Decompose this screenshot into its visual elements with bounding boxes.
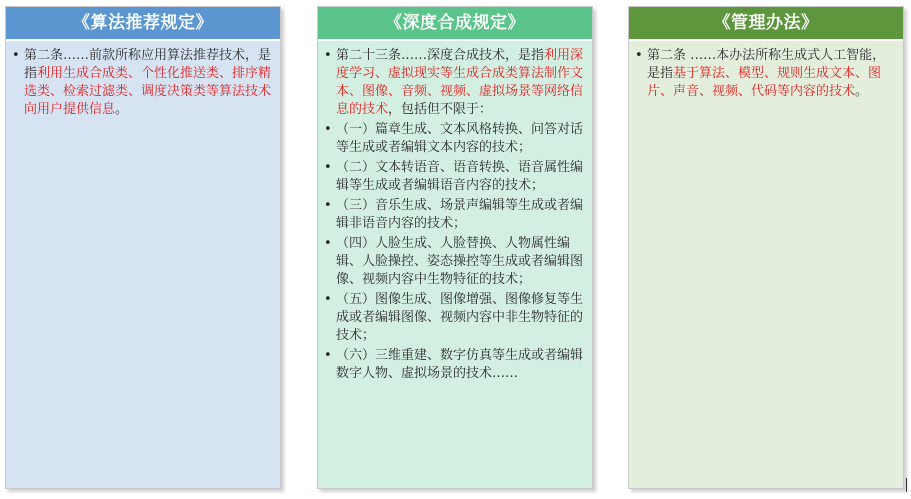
item-text: 第二条……前款所称应用算法推荐技术，是指 [24, 48, 272, 81]
list-item [324, 159, 586, 195]
list-item [324, 197, 586, 233]
item-text-end: 。 [855, 84, 869, 99]
list-item [324, 347, 586, 383]
item-text: （二）文本转语音、语音转换、语音属性编辑等生成或者编辑语音内容的技术； [336, 160, 584, 193]
column-title: 《管理办法》 [629, 7, 903, 39]
list-item [12, 47, 274, 119]
item-text: （四）人脸生成、人脸替换、人物属性编辑、人脸操控、姿态操控等生成或者编辑图像、视频内容中生物特征的技术； [336, 236, 584, 287]
highlight-text: 利用深度学习、虚拟现实等生成合成类算法制作文本、图像、音频、视频、虚拟场景等网络信息的技术 [336, 48, 584, 117]
item-text: （五）图像生成、图像增强、图像修复等生成或者编辑图像、视频内容中非生物特征的技术； [336, 292, 584, 343]
column-deep-synthesis [317, 6, 593, 489]
text-cursor [906, 478, 907, 492]
list-item [635, 47, 897, 101]
item-text: （六）三维重建、数字仿真等生成或者编辑数字人物、虚拟场景的技术…… [336, 348, 584, 381]
item-text: （三）音乐生成、场景声编辑等生成或者编辑非语音内容的技术； [336, 198, 584, 231]
item-list [635, 47, 897, 101]
item-text: （一）篇章生成、文本风格转换、问答对话等生成或者编辑文本内容的技术； [336, 122, 584, 155]
column-algorithm-recommendation [5, 6, 281, 489]
column-body [6, 41, 280, 488]
list-item [324, 47, 586, 119]
column-title: 《深度合成规定》 [318, 7, 592, 39]
item-text-end: ，包括但不限于： [388, 102, 493, 117]
column-title: 《算法推荐规定》 [6, 7, 280, 39]
item-text: 第二十三条……深度合成技术，是指 [336, 48, 545, 63]
item-text-end: 。 [115, 102, 129, 117]
item-list [12, 47, 274, 119]
list-item [324, 121, 586, 157]
list-item [324, 235, 586, 289]
item-list [324, 47, 586, 383]
column-body [629, 41, 903, 488]
column-management-measures [628, 6, 904, 489]
column-body [318, 41, 592, 488]
highlight-text: 基于算法、模型、规则生成文本、图片、声音、视频、代码等内容的技术 [647, 66, 882, 99]
list-item [324, 291, 586, 345]
highlight-text: 利用生成合成类、个性化推送类、排序精选类、检索过滤类、调度决策类等算法技术向用户提供信息 [24, 66, 272, 117]
item-text: 第二条 ……本办法所称生成式人工智能，是指 [647, 48, 886, 81]
